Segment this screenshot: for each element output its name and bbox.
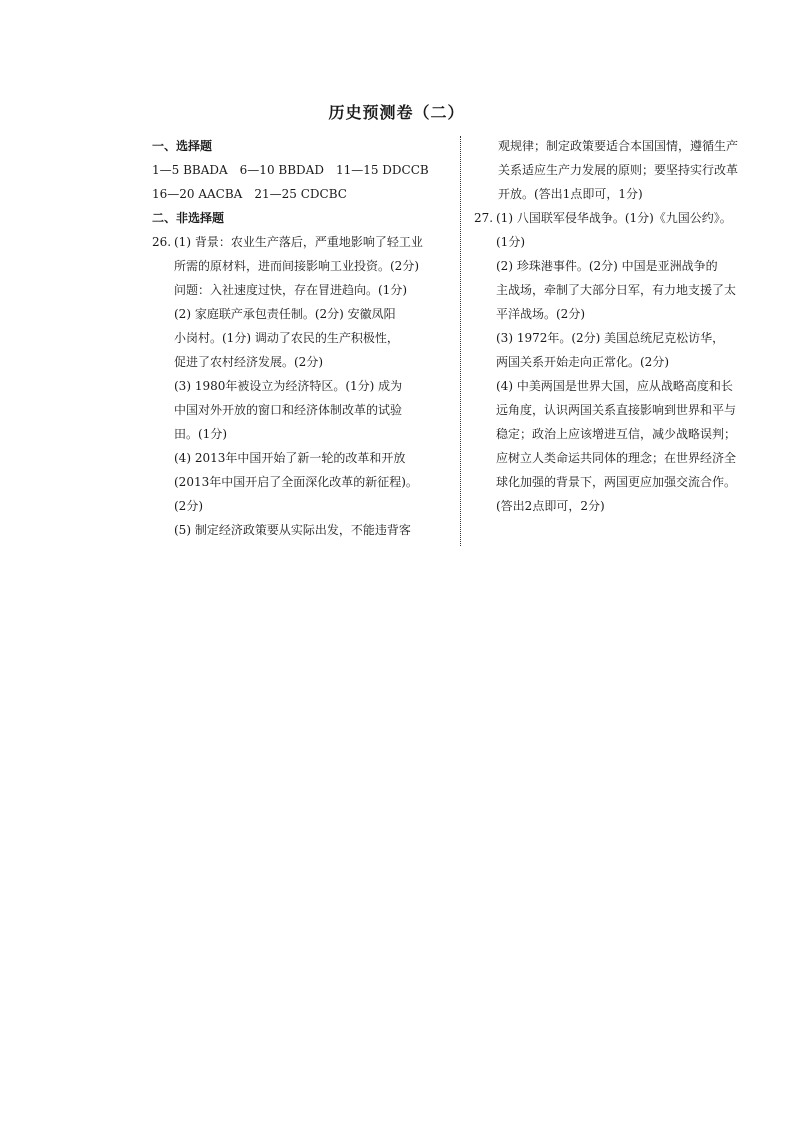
answer-line: (2013年中国开启了全面深化改革的新征程)。 [174, 475, 418, 489]
answer-line: (2) 家庭联产承包责任制。(2分) 安徽凤阳 [174, 307, 396, 321]
answer-line: 问题：入社速度过快，存在冒进趋向。(1分) [174, 283, 407, 297]
question-27-answer [496, 206, 770, 518]
question-26 [152, 230, 448, 542]
answer-line: (1) 背景：农业生产落后，严重地影响了轻工业 [174, 235, 423, 249]
answer-line: 两国关系开始走向正常化。(2分) [496, 355, 669, 369]
question-26-answer [174, 230, 448, 542]
answer-line: 小岗村。(1分) 调动了农民的生产积极性， [174, 331, 399, 345]
question-number: 26. [152, 235, 172, 249]
answer-line: (2) 珍珠港事件。(2分) 中国是亚洲战争的 [496, 259, 718, 273]
question-27 [474, 206, 770, 518]
answer-line: (1) 八国联军侵华战争。(1分)《九国公约》。 [496, 211, 732, 225]
answer-line: 主战场，牵制了大部分日军，有力地支援了太 [496, 283, 737, 297]
answer-line: (4) 中美两国是世界大国，应从战略高度和长 [496, 379, 733, 393]
answer-line: 开放。(答出1点即可，1分) [498, 187, 643, 201]
right-column [474, 134, 770, 518]
answer-line: (5) 制定经济政策要从实际出发，不能违背客 [174, 523, 411, 537]
answer-line: 所需的原材料，进而间接影响工业投资。(2分) [174, 259, 419, 273]
answer-line: 球化加强的背景下，两国更应加强交流合作。 [496, 475, 737, 489]
answer-line: (1分) [496, 235, 525, 249]
answer-line: 观规律；制定政策要适合本国国情，遵循生产 [498, 139, 739, 153]
choice-answers-line-1: 1—5 BBADA 6—10 BBDAD 11—15 DDCCB [152, 163, 429, 177]
answer-line: (2分) [174, 499, 203, 513]
answer-line: 关系适应生产力发展的原则；要坚持实行改革 [498, 163, 739, 177]
section-heading-choice: 一、选择题 [152, 139, 213, 153]
question-26-continuation [474, 134, 770, 206]
choice-answers-line-2: 16—20 AACBA 21—25 CDCBC [152, 187, 347, 201]
answer-line: 稳定；政治上应该增进互信，减少战略误判； [496, 427, 737, 441]
answer-line: 远角度，认识两国关系直接影响到世界和平与 [496, 403, 737, 417]
answer-line: (3) 1980年被设立为经济特区。(1分) 成为 [174, 379, 403, 393]
answer-line: 田。(1分) [174, 427, 227, 441]
section-heading-non-choice: 二、非选择题 [152, 211, 225, 225]
page-title: 历史预测卷（二） [328, 103, 465, 122]
answer-line: 平洋战场。(2分) [496, 307, 585, 321]
answer-line: (4) 2013年中国开始了新一轮的改革和开放 [174, 451, 406, 465]
answer-line: 应树立人类命运共同体的理念；在世界经济全 [496, 451, 737, 465]
answer-line: 促进了农村经济发展。(2分) [174, 355, 323, 369]
answer-line: (3) 1972年。(2分) 美国总统尼克松访华， [496, 331, 725, 345]
answer-line: (答出2点即可，2分) [496, 499, 605, 513]
question-number: 27. [474, 211, 494, 225]
column-divider [460, 136, 461, 546]
left-column [152, 134, 448, 542]
answer-line: 中国对外开放的窗口和经济体制改革的试验 [174, 403, 403, 417]
